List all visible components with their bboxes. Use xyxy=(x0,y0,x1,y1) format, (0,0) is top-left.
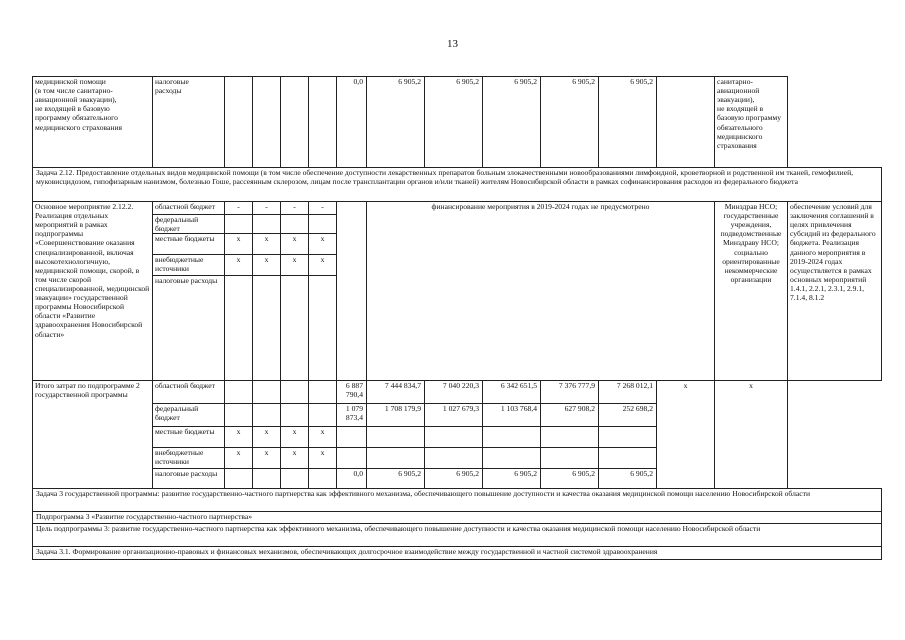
mark-cell: х xyxy=(309,448,337,469)
mark-cell xyxy=(225,276,253,381)
value-cell: 1 027 679,3 xyxy=(425,404,483,427)
mark-cell xyxy=(281,215,309,234)
executor-cell: х xyxy=(657,381,715,489)
mark-cell xyxy=(253,77,281,168)
value-cell: 6 342 651,5 xyxy=(483,381,541,404)
mark-cell: х xyxy=(281,427,309,448)
value-cell xyxy=(337,202,367,381)
mark-cell: х xyxy=(225,448,253,469)
mark-cell: х xyxy=(253,427,281,448)
mark-cell: - xyxy=(225,202,253,215)
page-number: 13 xyxy=(447,38,458,50)
value-cell: 7 040 220,3 xyxy=(425,381,483,404)
source-cell: внебюджетные источники xyxy=(153,255,225,276)
value-cell: 6 905,2 xyxy=(541,77,599,168)
task-2-12-text: Задача 2.12. Предоставление отдельных видов медицинской помощи (в том числе обеспечение доступности лекарственных препаратов больным злокачественными новообразованиями лимфоидной, кроветворной и родственной им тканей, гемофилией, муковисцидозом, гипофизарным нанизмом, болезнью Гоше, рассеянным склерозом, лицам после трансплантации органов и/или тканей) жителям Новосибирской области в рамках софинансирования расходов из федерального бюджета xyxy=(33,168,882,202)
value-cell: 627 908,2 xyxy=(541,404,599,427)
program-table xyxy=(32,76,882,560)
value-cell: 7 376 777,9 xyxy=(541,381,599,404)
mark-cell xyxy=(281,404,309,427)
source-cell: налоговые расходы xyxy=(153,77,225,168)
value-cell: 6 905,2 xyxy=(425,77,483,168)
mark-cell: х xyxy=(225,255,253,276)
source-cell: областной бюджет xyxy=(153,202,225,215)
task-row xyxy=(33,512,882,524)
mark-cell: - xyxy=(253,202,281,215)
event-name-cell: Основное мероприятие 2.12.2. Реализация отдельных мероприятий в рамках подпрограммы «Совершенствование оказания специализированной, включая высокотехнологичную, медицинской помощи, скорой, в том числе скорой специализированной, медицинской эвакуации» государственной программы Новосибирской области «Развитие здравоохранения Новосибирской области» xyxy=(33,202,153,381)
source-cell: налоговые расходы xyxy=(153,469,225,489)
task-row xyxy=(33,168,882,202)
mark-cell xyxy=(281,276,309,381)
mark-cell xyxy=(225,77,253,168)
goal-3-text: Цель подпрограммы 3: развитие государственно-частного партнерства как эффективного механизма, обеспечивающего повышение доступности и качества оказания медицинской помощи населению Новосибирской области xyxy=(33,524,882,547)
source-cell: федеральный бюджет xyxy=(153,404,225,427)
value-cell xyxy=(425,448,483,469)
mark-cell: х xyxy=(309,255,337,276)
mark-cell: х xyxy=(281,255,309,276)
table-row xyxy=(33,381,882,404)
mark-cell: х xyxy=(281,448,309,469)
mark-cell: х xyxy=(253,448,281,469)
mark-cell: х xyxy=(281,234,309,255)
value-cell: 6 905,2 xyxy=(367,77,425,168)
mark-cell xyxy=(225,404,253,427)
mark-cell: х xyxy=(225,234,253,255)
mark-cell xyxy=(225,381,253,404)
value-cell xyxy=(337,448,367,469)
value-cell xyxy=(337,427,367,448)
mark-cell xyxy=(225,215,253,234)
value-cell: 0,0 xyxy=(337,77,367,168)
value-cell: 1 079 873,4 xyxy=(337,404,367,427)
source-cell: областной бюджет xyxy=(153,381,225,404)
value-cell: 0,0 xyxy=(337,469,367,489)
mark-cell xyxy=(281,469,309,489)
value-cell xyxy=(483,448,541,469)
mark-cell xyxy=(253,276,281,381)
source-cell: местные бюджеты xyxy=(153,427,225,448)
mark-cell xyxy=(309,381,337,404)
value-cell: 6 905,2 xyxy=(425,469,483,489)
mark-cell: х xyxy=(309,234,337,255)
value-cell: 7 268 012,1 xyxy=(599,381,657,404)
mark-cell: - xyxy=(309,202,337,215)
value-cell: 6 905,2 xyxy=(483,469,541,489)
value-cell xyxy=(599,448,657,469)
mark-cell xyxy=(309,469,337,489)
value-cell: 1 103 768,4 xyxy=(483,404,541,427)
source-cell: налоговые расходы xyxy=(153,276,225,381)
table-row xyxy=(33,77,882,168)
mark-cell xyxy=(281,77,309,168)
mark-cell: х xyxy=(309,427,337,448)
value-cell xyxy=(541,427,599,448)
value-cell xyxy=(541,448,599,469)
event-name-cell: медицинской помощи (в том числе санитарно- авиационной эвакуации), не входящей в базовую программу обязательного медицинского страхования xyxy=(33,77,153,168)
value-cell xyxy=(425,427,483,448)
value-cell xyxy=(367,448,425,469)
total-label-cell: Итого затрат по подпрограмме 2 государственной программы xyxy=(33,381,153,489)
financing-note: финансирование мероприятия в 2019-2024 годах не предусмотрено xyxy=(367,202,715,381)
mark-cell: х xyxy=(253,255,281,276)
mark-cell xyxy=(253,381,281,404)
value-cell xyxy=(367,427,425,448)
task-3-1-text: Задача 3.1. Формирование организационно-правовых и финансовых механизмов, обеспечивающих долгосрочное взаимодействие между государственной и частной системой здравоохранения xyxy=(33,547,882,560)
value-cell xyxy=(599,427,657,448)
value-cell: 1 708 179,9 xyxy=(367,404,425,427)
mark-cell xyxy=(309,77,337,168)
mark-cell: х xyxy=(225,427,253,448)
source-cell: местные бюджеты xyxy=(153,234,225,255)
mark-cell: - xyxy=(281,202,309,215)
value-cell: 6 905,2 xyxy=(483,77,541,168)
source-cell: федеральный бюджет xyxy=(153,215,225,234)
result-cell: обеспечение условий для заключения соглашений в целях привлечения субсидий из федерального бюджета. Реализация данного мероприятия в 2019-2024 годах осуществляется в рамках основных мероприятий 1.4.1, 2.2.1, 2.3.1, 2.9.1, 7.1.4, 8.1.2 xyxy=(788,202,882,381)
executor-cell: Минздрав НСО; государственные учреждения, подведомственные Минздраву НСО; социально ориентированные некоммерческие организации xyxy=(715,202,788,381)
mark-cell xyxy=(309,215,337,234)
value-cell: 6 905,2 xyxy=(367,469,425,489)
value-cell: 6 905,2 xyxy=(599,77,657,168)
task-3-text: Задача 3 государственной программы: развитие государственно-частного партнерства как эффективного механизма, обеспечивающего повышение доступности и качества оказания медицинской помощи населению Новосибирской области xyxy=(33,489,882,512)
executor-cell xyxy=(657,77,715,168)
task-row xyxy=(33,547,882,560)
result-cell: санитарно- авиационной эвакуации), не входящей в базовую программу обязательного медицинского страхования xyxy=(715,77,788,168)
value-cell: 6 887 790,4 xyxy=(337,381,367,404)
mark-cell xyxy=(253,215,281,234)
value-cell: 252 698,2 xyxy=(599,404,657,427)
subprogram-3-text: Подпрограмма 3 «Развитие государственно-частного партнерства» xyxy=(33,512,882,524)
value-cell: 6 905,2 xyxy=(599,469,657,489)
mark-cell xyxy=(309,404,337,427)
table-row xyxy=(33,202,882,215)
mark-cell xyxy=(309,276,337,381)
mark-cell: х xyxy=(253,234,281,255)
task-row xyxy=(33,524,882,547)
mark-cell xyxy=(253,469,281,489)
value-cell xyxy=(483,427,541,448)
mark-cell xyxy=(281,381,309,404)
mark-cell xyxy=(225,469,253,489)
task-row xyxy=(33,489,882,512)
result-cell: х xyxy=(715,381,788,489)
value-cell: 6 905,2 xyxy=(541,469,599,489)
source-cell: внебюджетные источники xyxy=(153,448,225,469)
value-cell: 7 444 834,7 xyxy=(367,381,425,404)
mark-cell xyxy=(253,404,281,427)
